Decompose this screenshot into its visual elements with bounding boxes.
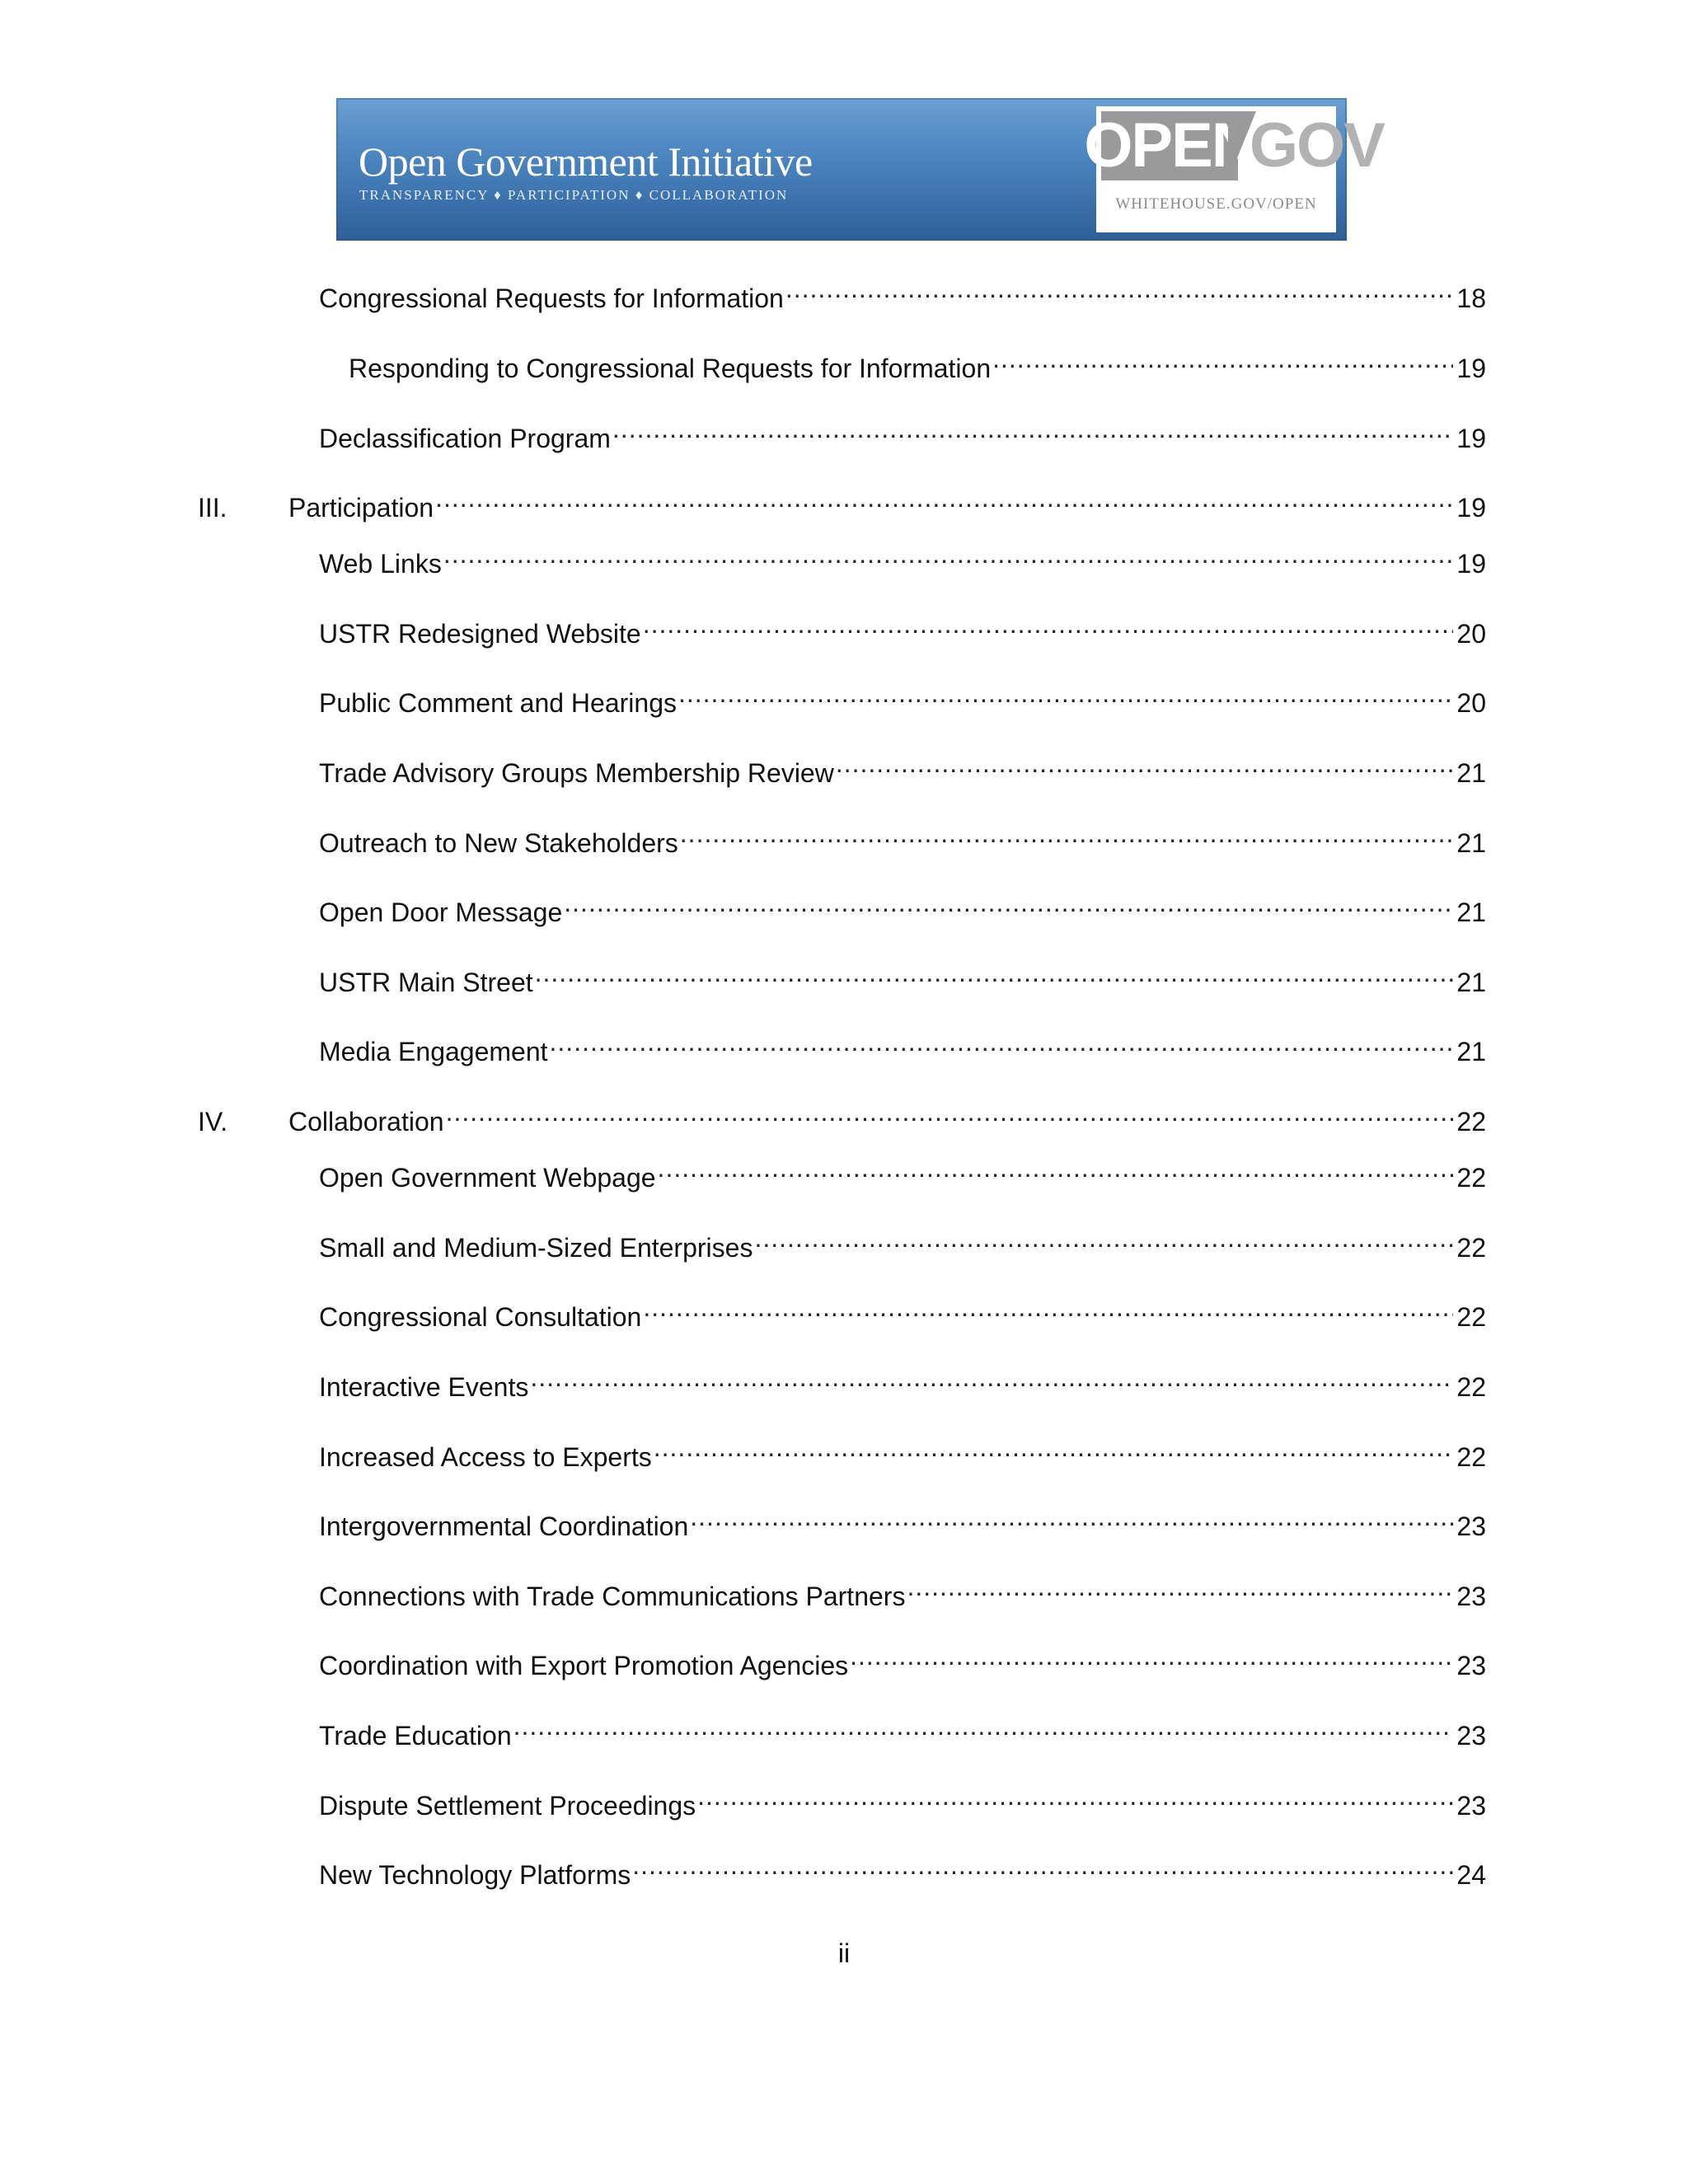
toc-entry-label: Collaboration [288, 1107, 444, 1137]
toc-page-number: 20 [1456, 688, 1486, 718]
toc-entry[interactable] [319, 1293, 1486, 1332]
toc-page-number: 19 [1456, 424, 1486, 453]
toc-entry-label: USTR Redesigned Website [319, 619, 641, 649]
page-number-footer: ii [837, 1938, 851, 1968]
toc-page-number: 22 [1456, 1372, 1486, 1402]
toc-entry[interactable] [319, 1851, 1486, 1890]
toc-entry-label: Congressional Requests for Information [319, 284, 784, 313]
toc-dot-leader [643, 1293, 1453, 1326]
toc-entry-label: Dispute Settlement Proceedings [319, 1791, 696, 1821]
toc-dot-leader [697, 1782, 1453, 1815]
toc-page-number: 18 [1456, 284, 1486, 313]
toc-page-number: 22 [1456, 1107, 1486, 1137]
toc-entry-label: Connections with Trade Communications Partners [319, 1582, 906, 1611]
banner-title: Open Government Initiative [359, 138, 813, 185]
toc-dot-leader [678, 679, 1453, 712]
toc-page-number: 21 [1456, 828, 1486, 858]
toc-dot-leader [535, 958, 1454, 991]
toc-entry[interactable] [319, 610, 1486, 649]
toc-entry[interactable] [319, 1028, 1486, 1066]
toc-page-number: 19 [1456, 493, 1486, 523]
toc-entry-label: Open Government Webpage [319, 1163, 656, 1193]
opengov-logo [1084, 106, 1384, 232]
toc-page-number: 21 [1456, 898, 1486, 927]
toc-entry[interactable] [319, 1782, 1486, 1821]
toc-page-number: 23 [1456, 1582, 1486, 1611]
toc-dot-leader [907, 1572, 1453, 1605]
toc-entry[interactable] [319, 1502, 1486, 1541]
toc-entry[interactable] [319, 274, 1486, 313]
toc-entry[interactable] [319, 888, 1486, 927]
toc-page-number: 22 [1456, 1233, 1486, 1263]
toc-entry[interactable] [319, 819, 1486, 858]
toc-dot-leader [785, 274, 1454, 307]
toc-entry-label: Intergovernmental Coordination [319, 1511, 689, 1541]
toc-entry[interactable] [319, 1224, 1486, 1263]
toc-entry-label: Increased Access to Experts [319, 1442, 652, 1472]
toc-entry-label: Open Door Message [319, 898, 563, 927]
toc-page-number: 20 [1456, 619, 1486, 649]
toc-entry-label: Participation [288, 493, 434, 523]
toc-entry-label: USTR Main Street [319, 968, 533, 997]
toc-dot-leader [643, 610, 1454, 643]
toc-entry-label: Trade Education [319, 1721, 512, 1750]
toc-section-entry[interactable] [198, 1098, 1486, 1137]
toc-page-number: 23 [1456, 1511, 1486, 1541]
toc-dot-leader [992, 344, 1453, 377]
logo-open-text: OPEN [1084, 110, 1255, 180]
toc-entry-label: Declassification Program [319, 424, 611, 453]
toc-page-number: 22 [1456, 1442, 1486, 1472]
toc-entry[interactable] [319, 540, 1486, 579]
logo-gov-text: GOV [1250, 110, 1384, 180]
toc-dot-leader [564, 888, 1453, 921]
toc-section-number: III. [198, 493, 227, 523]
open-government-banner [336, 98, 1384, 241]
toc-page-number: 24 [1456, 1860, 1486, 1890]
toc-entry-label: Outreach to New Stakeholders [319, 828, 678, 858]
toc-page-number: 23 [1456, 1791, 1486, 1821]
toc-entry[interactable] [319, 1154, 1486, 1193]
banner-tagline: TRANSPARENCY ♦ PARTICIPATION ♦ COLLABORATION [359, 187, 789, 203]
toc-entry-label: Web Links [319, 549, 442, 579]
toc-entry[interactable] [319, 1433, 1486, 1472]
toc-entry[interactable] [319, 749, 1486, 788]
toc-section-number: IV. [198, 1107, 228, 1137]
toc-entry-label: Small and Medium-Sized Enterprises [319, 1233, 753, 1263]
toc-entry[interactable] [349, 344, 1486, 383]
toc-entry-label: Congressional Consultation [319, 1302, 642, 1332]
toc-entry[interactable] [319, 679, 1486, 718]
toc-page-number: 22 [1456, 1163, 1486, 1193]
toc-page-number: 21 [1456, 1037, 1486, 1066]
toc-dot-leader [435, 484, 1453, 517]
toc-entry[interactable] [319, 415, 1486, 453]
toc-dot-leader [690, 1502, 1453, 1535]
toc-page-number: 19 [1456, 354, 1486, 383]
toc-page-number: 21 [1456, 758, 1486, 788]
toc-section-entry[interactable] [198, 484, 1486, 523]
toc-entry-label: Public Comment and Hearings [319, 688, 677, 718]
toc-dot-leader [754, 1224, 1453, 1257]
toc-entry[interactable] [319, 1712, 1486, 1750]
toc-dot-leader [612, 415, 1454, 448]
toc-entry[interactable] [319, 958, 1486, 997]
toc-entry-label: Media Engagement [319, 1037, 548, 1066]
toc-dot-leader [513, 1712, 1454, 1745]
toc-page-number: 19 [1456, 549, 1486, 579]
toc-page-number: 23 [1456, 1651, 1486, 1680]
toc-entry-label: New Technology Platforms [319, 1860, 631, 1890]
toc-dot-leader [550, 1028, 1454, 1061]
toc-page-number: 21 [1456, 968, 1486, 997]
toc-page-number: 22 [1456, 1302, 1486, 1332]
toc-dot-leader [680, 819, 1454, 852]
toc-dot-leader [836, 749, 1454, 782]
toc-entry[interactable] [319, 1642, 1486, 1680]
toc-dot-leader [632, 1851, 1453, 1884]
toc-entry-label: Coordination with Export Promotion Agencies [319, 1651, 849, 1680]
toc-entry-label: Responding to Congressional Requests for Information [349, 354, 992, 383]
toc-dot-leader [446, 1098, 1454, 1131]
toc-entry-label: Interactive Events [319, 1372, 529, 1402]
toc-dot-leader [850, 1642, 1453, 1675]
logo-url-text: WHITEHOUSE.GOV/OPEN [1115, 195, 1317, 213]
toc-dot-leader [654, 1433, 1454, 1466]
toc-entry[interactable] [319, 1363, 1486, 1402]
toc-entry[interactable] [319, 1572, 1486, 1611]
toc-dot-leader [443, 540, 1454, 573]
toc-dot-leader [658, 1154, 1454, 1187]
toc-entry-label: Trade Advisory Groups Membership Review [319, 758, 834, 788]
toc-page-number: 23 [1456, 1721, 1486, 1750]
toc-dot-leader [530, 1363, 1453, 1396]
